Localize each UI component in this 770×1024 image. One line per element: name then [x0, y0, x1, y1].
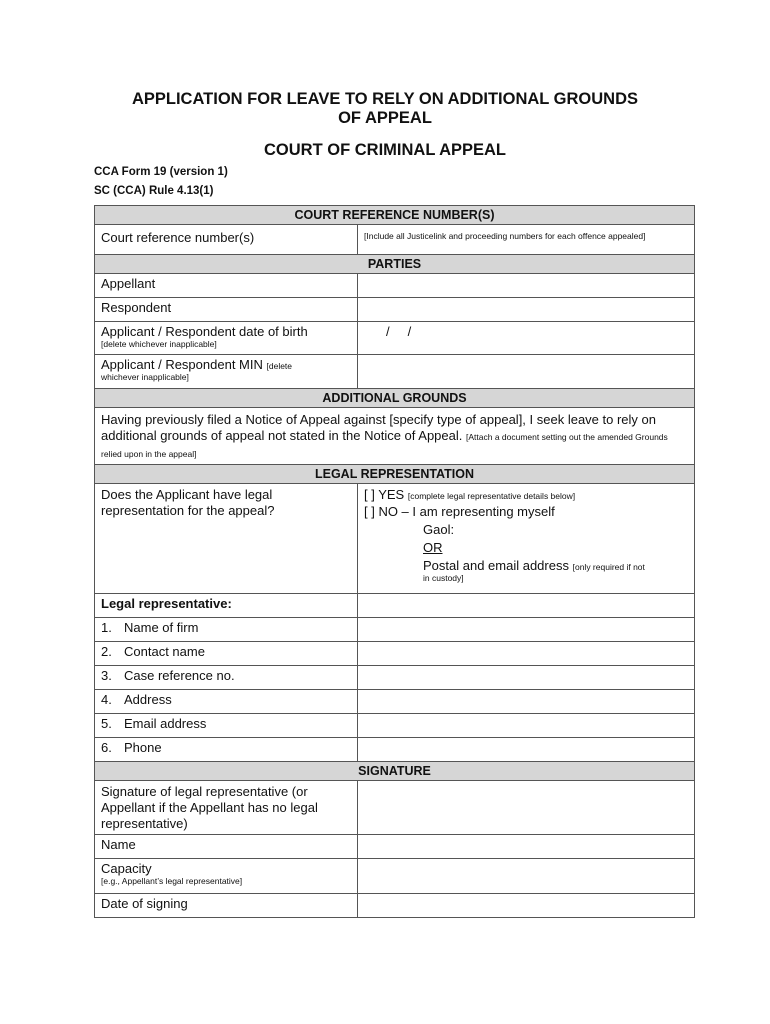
- address-field[interactable]: [358, 690, 695, 714]
- item-number: 2.: [101, 644, 112, 659]
- section-heading-legal: LEGAL REPRESENTATION: [95, 465, 695, 484]
- item-label: Email address: [124, 716, 207, 731]
- capacity-field[interactable]: [358, 859, 695, 894]
- min-cell: [95, 355, 358, 389]
- item-number: 4.: [101, 692, 112, 707]
- item-number: 5.: [101, 716, 112, 731]
- dob-label: Applicant / Respondent date of birth: [101, 324, 308, 339]
- legal-rep-label: Legal representative:: [95, 594, 358, 618]
- form-rule: SC (CCA) Rule 4.13(1): [94, 185, 214, 197]
- item-label: Address: [124, 692, 172, 707]
- appellant-field[interactable]: [358, 274, 695, 298]
- yes-note: [complete legal representative details below]: [407, 491, 576, 501]
- min-label: Applicant / Respondent MIN: [101, 357, 263, 372]
- item-label: Case reference no.: [124, 668, 235, 683]
- item-label: Name of firm: [124, 620, 199, 635]
- phone-field[interactable]: [358, 738, 695, 762]
- item-number: 3.: [101, 668, 112, 683]
- item-number: 6.: [101, 740, 112, 755]
- section-heading-additional: ADDITIONAL GROUNDS: [95, 389, 695, 408]
- court-name: COURT OF CRIMINAL APPEAL: [264, 141, 506, 159]
- application-form-table: [94, 205, 695, 918]
- rep-item-4: [95, 690, 358, 714]
- section-heading-court-ref: COURT REFERENCE NUMBER(S): [95, 206, 695, 225]
- contact-name-field[interactable]: [358, 642, 695, 666]
- form-number: CCA Form 19 (version 1): [94, 166, 228, 178]
- form-title-line1: APPLICATION FOR LEAVE TO RELY ON ADDITIONAL GROUNDS: [131, 90, 639, 108]
- dob-note: [delete whichever inapplicable]: [101, 339, 217, 349]
- yes-label: [ ] YES: [364, 487, 405, 502]
- dob-cell: [95, 322, 358, 355]
- dob-field[interactable]: / /: [358, 322, 695, 355]
- representation-question: Does the Applicant have legal representation for the appeal?: [95, 484, 358, 594]
- signature-label: Signature of legal representative (or Appellant if the Appellant has no legal representative): [95, 781, 358, 835]
- name-label: Name: [95, 835, 358, 859]
- postal-label-row: [364, 558, 688, 573]
- respondent-field[interactable]: [358, 298, 695, 322]
- rep-item-3: [95, 666, 358, 690]
- form-title-line2: OF APPEAL: [338, 109, 432, 127]
- case-ref-field[interactable]: [358, 666, 695, 690]
- additional-grounds-cell[interactable]: [95, 408, 695, 465]
- min-note-2: whichever inapplicable]: [101, 372, 189, 382]
- court-ref-field[interactable]: [358, 225, 695, 255]
- yes-checkbox[interactable]: [364, 487, 688, 502]
- court-ref-note: [Include all Justicelink and proceeding numbers for each offence appealed]: [364, 231, 646, 241]
- min-note: [delete: [266, 361, 293, 371]
- postal-note: [only required if not: [572, 562, 645, 572]
- no-checkbox[interactable]: [ ] NO – I am representing myself: [364, 504, 555, 519]
- gaol-label: Gaol:: [423, 522, 455, 537]
- capacity-note: [e.g., Appellant’s legal representative]: [101, 876, 243, 886]
- email-field[interactable]: [358, 714, 695, 738]
- rep-item-5: [95, 714, 358, 738]
- or-label: OR: [423, 540, 443, 555]
- additional-grounds-note: [Attach a document setting out the amended Grounds relied upon in the appeal]: [101, 432, 668, 459]
- date-signing-label: Date of signing: [95, 894, 358, 918]
- court-ref-label: Court reference number(s): [95, 225, 358, 255]
- firm-name-field[interactable]: [358, 618, 695, 642]
- representation-options: [358, 484, 695, 594]
- min-field[interactable]: [358, 355, 695, 389]
- item-label: Phone: [124, 740, 162, 755]
- name-field[interactable]: [358, 835, 695, 859]
- section-heading-parties: PARTIES: [95, 255, 695, 274]
- additional-grounds-text: Having previously filed a Notice of Appeal against [specify type of appeal], I seek leave to rely on additional grounds of appeal not stated in the Notice of Appeal.: [101, 412, 656, 443]
- postal-note-2: in custody]: [423, 573, 464, 583]
- respondent-label: Respondent: [95, 298, 358, 322]
- capacity-cell: [95, 859, 358, 894]
- postal-label: Postal and email address: [423, 558, 569, 573]
- legal-rep-field[interactable]: [358, 594, 695, 618]
- capacity-label: Capacity: [101, 861, 152, 876]
- section-heading-signature: SIGNATURE: [95, 762, 695, 781]
- appellant-label: Appellant: [95, 274, 358, 298]
- rep-item-2: [95, 642, 358, 666]
- item-number: 1.: [101, 620, 112, 635]
- item-label: Contact name: [124, 644, 205, 659]
- date-signing-field[interactable]: [358, 894, 695, 918]
- rep-item-1: [95, 618, 358, 642]
- rep-item-6: [95, 738, 358, 762]
- signature-field[interactable]: [358, 781, 695, 835]
